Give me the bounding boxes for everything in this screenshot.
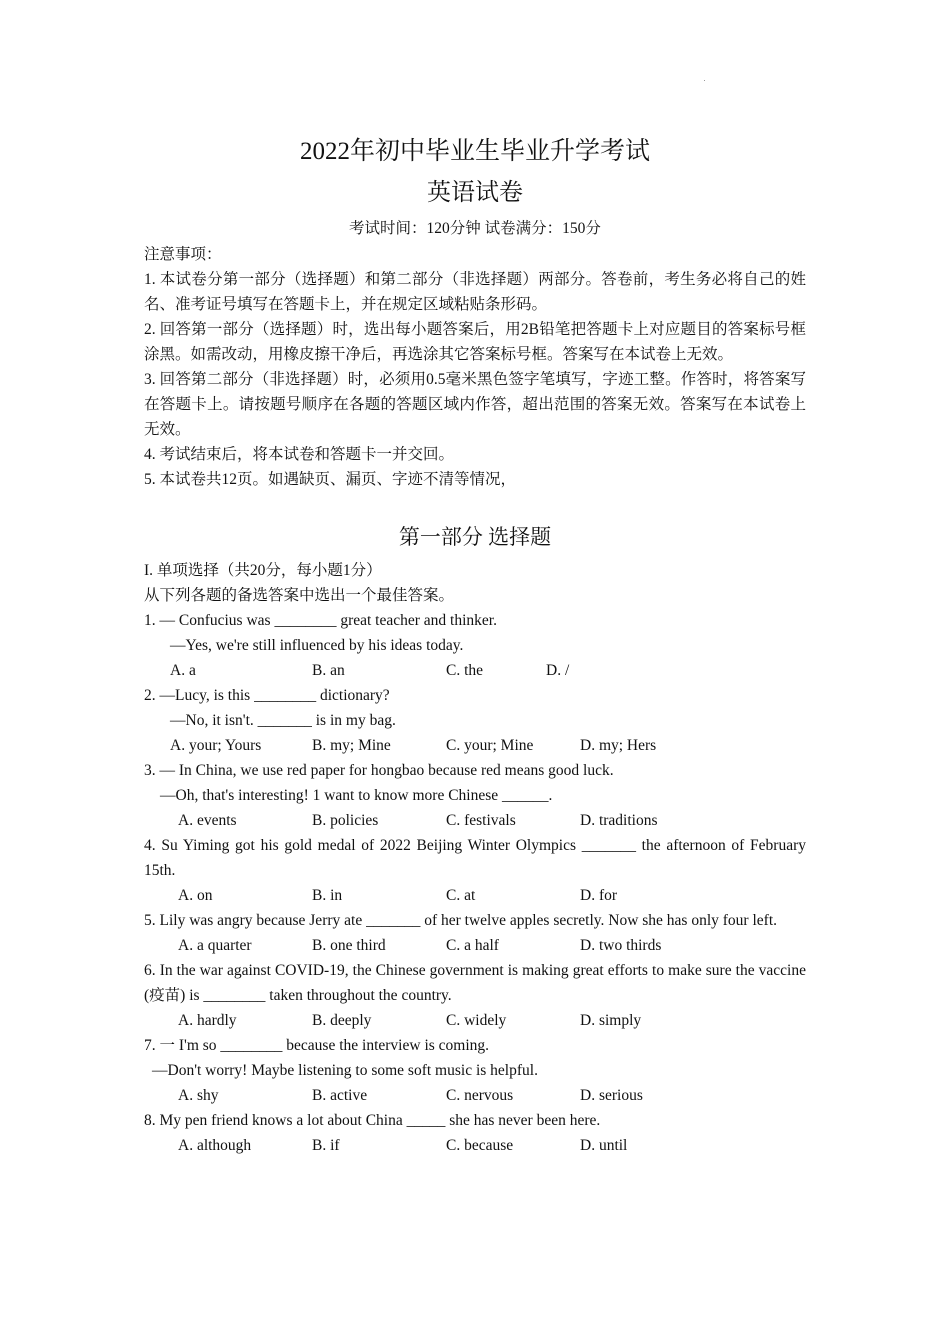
- question-options: [144, 933, 806, 958]
- option-c: C. your; Mine: [446, 737, 534, 754]
- exam-page: [144, 130, 806, 1158]
- option-b: B. policies: [312, 812, 379, 829]
- option-b: B. deeply: [312, 1012, 372, 1029]
- option-c: C. nervous: [446, 1087, 514, 1104]
- question-reply: —No, it isn't. _______ is in my bag.: [170, 712, 396, 729]
- question-reply: —Don't worry! Maybe listening to some soft music is helpful.: [152, 1062, 538, 1079]
- option-b: B. an: [312, 662, 345, 679]
- question-4: [144, 833, 806, 908]
- question-options: [144, 883, 806, 908]
- option-a: A. a: [170, 662, 196, 679]
- part1-title: 第一部分 选择题: [398, 525, 552, 549]
- option-c: C. because: [446, 1137, 514, 1154]
- question-stem: 3. — In China, we use red paper for hongbao because red means good luck.: [144, 762, 614, 779]
- option-a: A. a quarter: [178, 937, 252, 954]
- option-a: A. although: [178, 1137, 252, 1154]
- option-c: C. a half: [446, 937, 499, 954]
- note-item: 3. 回答第二部分（非选择题）时，必须用0.5毫米黑色签字笔填写，字迹工整。作答时，将答案写在答题卡上。请按题号顺序在各题的答题区域内作答，超出范围的答案无效。答案写在本试卷上无效。: [144, 371, 806, 438]
- scan-dot: [704, 80, 705, 81]
- section-instruction: 从下列各题的备选答案中选出一个最佳答案。: [144, 587, 455, 604]
- question-options: [144, 1083, 806, 1108]
- option-d: D. /: [546, 662, 570, 679]
- note-item: 4. 考试结束后，将本试卷和答题卡一并交回。: [144, 446, 455, 463]
- question-options: [144, 658, 806, 683]
- note-item: 2. 回答第一部分（选择题）时，选出每小题答案后，用2B铅笔把答题卡上对应题目的答案标号框涂黑。如需改动，用橡皮擦干净后，再选涂其它答案标号框。答案写在本试卷上无效。: [144, 321, 806, 363]
- option-b: B. one third: [312, 937, 386, 954]
- question-8: [144, 1108, 806, 1158]
- note-item: 5. 本试卷共12页。如遇缺页、漏页、字迹不清等情况，: [144, 471, 517, 488]
- option-d: D. for: [580, 887, 618, 904]
- option-b: B. active: [312, 1087, 368, 1104]
- option-d: D. serious: [580, 1087, 643, 1104]
- question-stem: 2. —Lucy, is this ________ dictionary?: [144, 687, 390, 704]
- question-stem: 7. 一 I'm so ________ because the interview is coming.: [144, 1037, 490, 1054]
- question-2: [144, 683, 806, 758]
- option-c: C. widely: [446, 1012, 507, 1029]
- question-6: [144, 958, 806, 1033]
- section-title: I. 单项选择（共20分，每小题1分）: [144, 562, 382, 579]
- question-options: [144, 808, 806, 833]
- option-a: A. on: [178, 887, 213, 904]
- option-d: D. traditions: [580, 812, 658, 829]
- option-a: A. shy: [178, 1087, 219, 1104]
- question-reply: —Yes, we're still influenced by his ideas today.: [170, 637, 464, 654]
- option-c: C. festivals: [446, 812, 516, 829]
- option-d: D. simply: [580, 1012, 642, 1029]
- question-1: [144, 608, 806, 683]
- question-options: [144, 1008, 806, 1033]
- option-b: B. if: [312, 1137, 340, 1154]
- question-stem: 4. Su Yiming got his gold medal of 2022 Beijing Winter Olympics _______ the afternoon of February 15th.: [144, 837, 806, 879]
- notes-heading: 注意事项：: [144, 246, 222, 263]
- option-d: D. my; Hers: [580, 737, 657, 754]
- option-a: A. events: [178, 812, 237, 829]
- question-3: [144, 758, 806, 833]
- option-a: A. hardly: [178, 1012, 237, 1029]
- note-item: 1. 本试卷分第一部分（选择题）和第二部分（非选择题）两部分。答卷前，考生务必将自己的姓名、准考证号填写在答题卡上，并在规定区域粘贴条形码。: [144, 271, 806, 313]
- question-stem: 8. My pen friend knows a lot about China _____ she has never been here.: [144, 1112, 601, 1129]
- question-reply: —Oh, that's interesting! 1 want to know more Chinese ______.: [160, 787, 553, 804]
- option-b: B. in: [312, 887, 343, 904]
- question-stem: 1. — Confucius was ________ great teacher and thinker.: [144, 612, 497, 629]
- question-options: [144, 1133, 806, 1158]
- question-stem: 6. In the war against COVID-19, the Chinese government is making great efforts to make sure the vaccine (疫苗) is ________ taken throughout the country.: [144, 962, 806, 1004]
- question-options: [144, 733, 806, 758]
- option-d: D. until: [580, 1137, 628, 1154]
- option-b: B. my; Mine: [312, 737, 391, 754]
- question-7: [144, 1033, 806, 1108]
- exam-info: 考试时间：120分钟 试卷满分：150分: [349, 220, 601, 237]
- option-a: A. your; Yours: [170, 737, 262, 754]
- option-c: C. at: [446, 887, 476, 904]
- exam-title: 2022年初中毕业生毕业升学考试: [299, 138, 650, 165]
- question-stem: 5. Lily was angry because Jerry ate _______ of her twelve apples secretly. Now she has only four left.: [144, 912, 778, 929]
- subject-title: 英语试卷: [427, 180, 523, 206]
- option-d: D. two thirds: [580, 937, 662, 954]
- question-5: [144, 908, 806, 958]
- option-c: C. the: [446, 662, 484, 679]
